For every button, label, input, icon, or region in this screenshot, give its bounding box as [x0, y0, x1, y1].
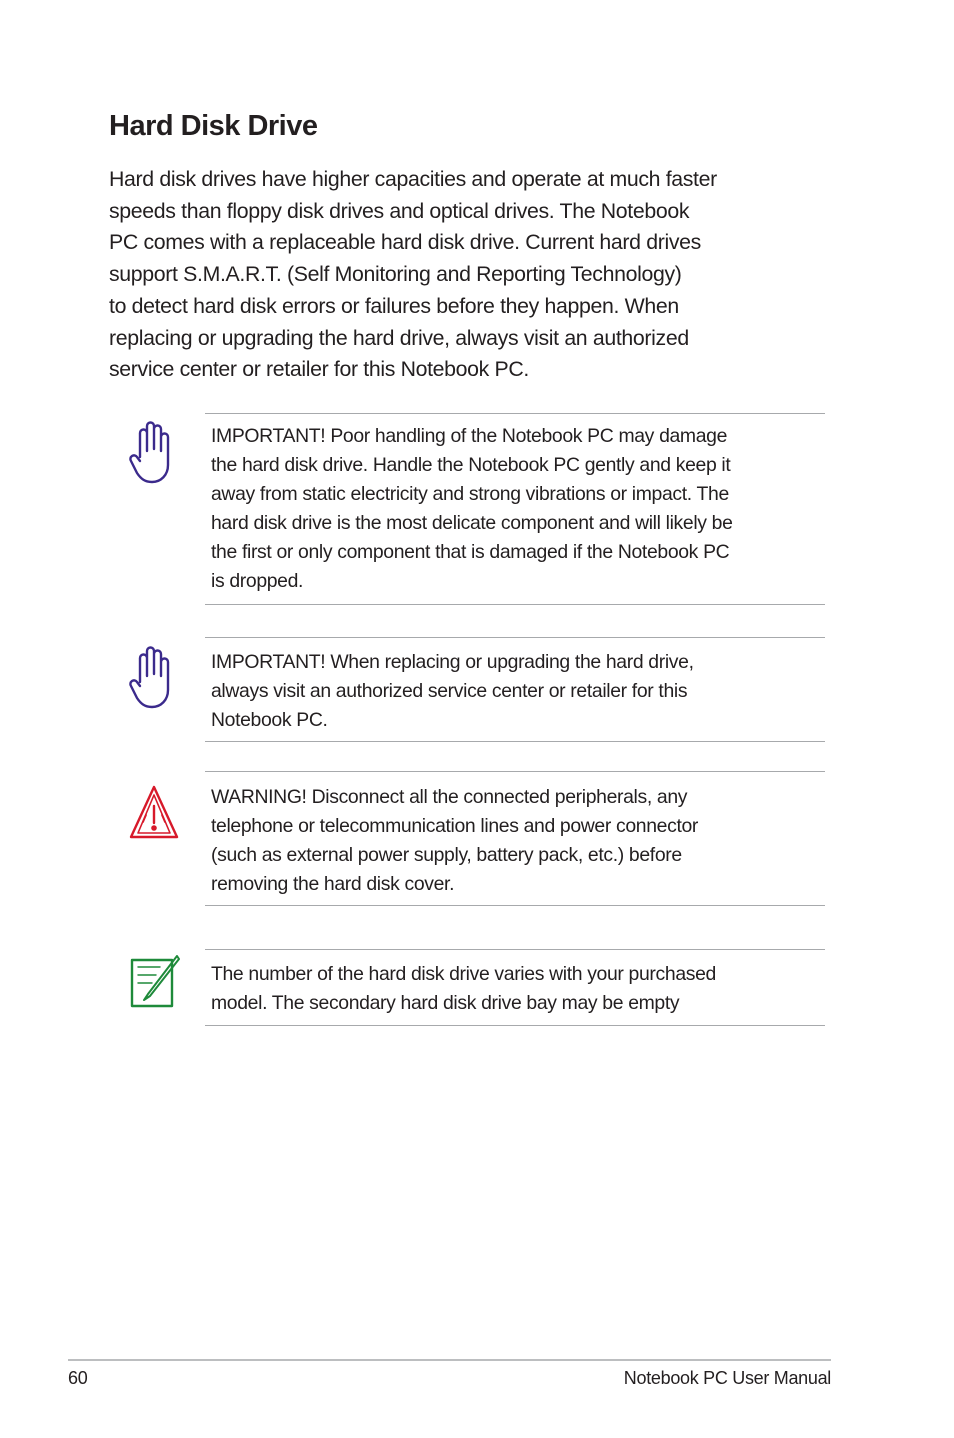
intro-line: speeds than floppy disk drives and optical drives. The Notebook: [109, 198, 690, 223]
warning-triangle-icon: [128, 784, 180, 842]
notice-line: IMPORTANT! Poor handling of the Notebook PC may damage: [211, 425, 728, 447]
intro-line: Hard disk drives have higher capacities and operate at much faster: [109, 167, 717, 191]
notice-line: Notebook PC.: [211, 709, 328, 731]
intro-line: to detect hard disk errors or failures before they happen. When: [109, 293, 679, 318]
notice-line: removing the hard disk cover.: [211, 873, 455, 895]
page-title: Hard Disk Drive: [109, 110, 318, 142]
notice-text: [205, 950, 825, 1018]
notice-line: is dropped.: [211, 570, 304, 592]
notice-text: [205, 772, 825, 899]
notice-line: telephone or telecommunication lines and power connector: [211, 815, 699, 837]
page-number: 60: [68, 1368, 88, 1388]
notice-line: The number of the hard disk drive varies with your purchased: [211, 963, 716, 985]
notice-line: model. The secondary hard disk drive bay may be empty: [211, 992, 680, 1014]
note-pencil-icon: [130, 954, 180, 1008]
notice-important-replacing: [205, 637, 825, 742]
notice-line: WARNING! Disconnect all the connected peripherals, any: [211, 786, 688, 808]
notice-text: [205, 414, 825, 596]
intro-line: service center or retailer for this Notebook PC.: [109, 357, 529, 382]
notice-line: the hard disk drive. Handle the Notebook PC gently and keep it: [211, 454, 731, 476]
intro-line: PC comes with a replaceable hard disk drive. Current hard drives: [109, 230, 701, 255]
notice-line: away from static electricity and strong vibrations or impact. The: [211, 483, 729, 505]
notice-line: IMPORTANT! When replacing or upgrading the hard drive,: [211, 651, 694, 673]
intro-line: support S.M.A.R.T. (Self Monitoring and Reporting Technology): [109, 262, 682, 287]
manual-title: Notebook PC User Manual: [623, 1368, 831, 1388]
intro-line: replacing or upgrading the hard drive, always visit an authorized: [109, 325, 689, 350]
notice-line: the first or only component that is damaged if the Notebook PC: [211, 541, 730, 563]
notice-important-handling: [205, 413, 825, 605]
footer-divider: [68, 1359, 831, 1361]
notice-text: [205, 638, 825, 735]
intro-paragraph: [109, 164, 814, 386]
hand-stop-icon: [128, 421, 174, 485]
notice-line: always visit an authorized service center or retailer for this: [211, 680, 688, 702]
notice-line: hard disk drive is the most delicate component and will likely be: [211, 512, 733, 534]
hand-stop-icon: [128, 646, 174, 710]
notice-note-drive-count: [205, 949, 825, 1026]
notice-warning-disconnect: [205, 771, 825, 906]
notice-line: (such as external power supply, battery pack, etc.) before: [211, 844, 682, 866]
